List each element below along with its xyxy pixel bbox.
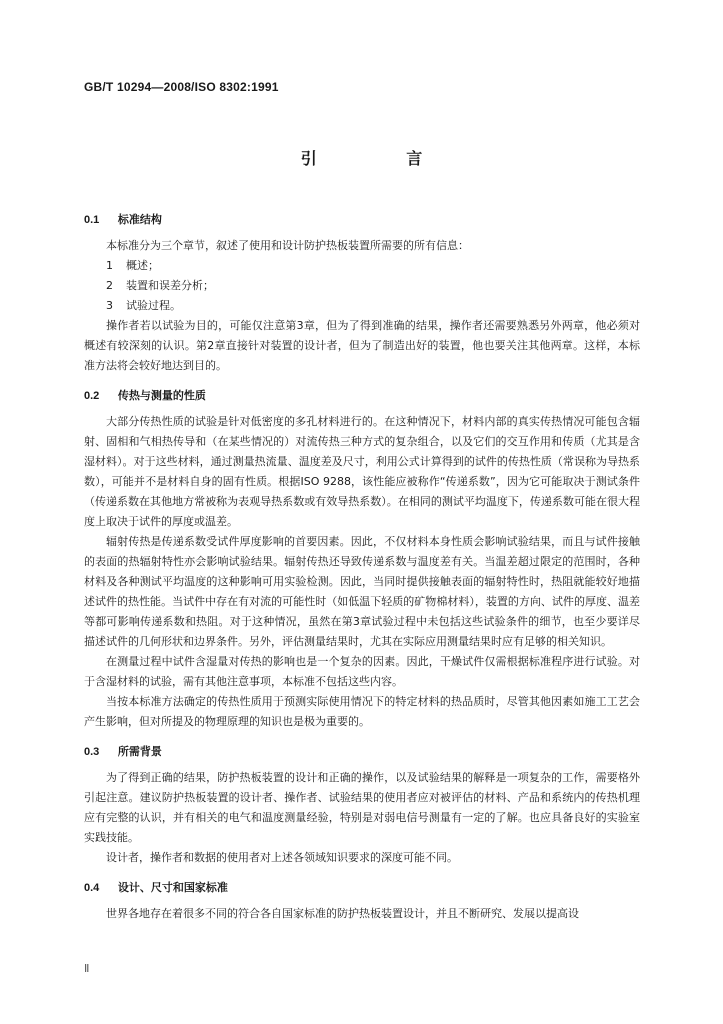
- list-text: 装置和误差分析；: [126, 279, 214, 292]
- list-item: [84, 256, 640, 276]
- list-text: 概述；: [126, 259, 159, 272]
- list-number: 3: [106, 299, 113, 312]
- paragraph: 设计者，操作者和数据的使用者对上述各领域知识要求的深度可能不同。: [106, 851, 458, 864]
- page-number: Ⅱ: [84, 963, 90, 975]
- paragraph: 当按本标准方法确定的传热性质用于预测实际使用情况下的特定材料的热品质时，尽管其他因素如施工工艺会产生影响，但对所提及的物理原理的知识也是极为重要的。: [84, 695, 640, 728]
- section-title: 设计、尺寸和国家标准: [117, 881, 228, 894]
- paragraph: 辐射传热是传递系数受试件厚度影响的首要因素。因此，不仅材料本身性质会影响试验结果，而且与试件接触的表面的热辐射特性亦会影响试验结果。辐射传热还导致传递系数与温度差有关。当温差超过限定的范围时，各种材料及各种测试平均温度的这种影响可用实验检测。因此，当同时提供接触表面的辐射特性时，热阻就能较好地描述试件的热性能。当试件中存在有对流的可能性时（如低温下轻质的矿物棉材料），装置的方向、试件的厚度、温差等都可影响传递系数和热阻。对于这种情况，虽然在第3章试验过程中未包括这些试验条件的细节，也至少要详尽描述试件的几何形状和边界条件。另外，评估测量结果时，尤其在实际应用测量结果时应有足够的相关知识。: [84, 535, 640, 648]
- paragraph: 在测量过程中试件含湿量对传热的影响也是一个复杂的因素。因此，干燥试件仅需根据标准程序进行试验。对于含湿材料的试验，需有其他注意事项，本标准不包括这些内容。: [84, 655, 640, 688]
- standard-code: GB/T 10294—2008/ISO 8302:1991: [84, 80, 279, 94]
- section-number: 0.1: [84, 214, 100, 226]
- paragraph: 为了得到正确的结果，防护热板装置的设计和正确的操作，以及试验结果的解释是一项复杂的工作，需要格外引起注意。建议防护热板装置的设计者、操作者、试验结果的使用者应对被评估的材料、产品和系统内的传热机理应有完整的认识，并有相关的电气和温度测量经验，特别是对弱电信号测量有一定的了解。也应具备良好的实验室实践技能。: [84, 771, 640, 844]
- list-number: 1: [106, 259, 113, 272]
- paragraph: 世界各地存在着很多不同的符合各自国家标准的防护热板装置设计，并且不断研究、发展以提高设: [106, 907, 579, 920]
- paragraph: 大部分传热性质的试验是针对低密度的多孔材料进行的。在这种情况下，材料内部的真实传热情况可能包含辐射、固相和气相热传导和（在某些情况的）对流传热三种方式的复杂组合，以及它们的交互作用和传质（尤其是含湿材料）。对于这些材料，通过测量热流量、温度差及尺寸，利用公式计算得到的试件的传热性质（常误称为导热系数），可能并不是材料自身的固有性质。根据ISO 9288，该性能应被称作“传递系数”，因为它可能取决于测试条件（传递系数在其他地方常被称为表观导热系数或有效导热系数）。在相同的测试平均温度下，传递系数可能在很大程度上取决于试件的厚度或温差。: [84, 415, 640, 528]
- list-text: 试验过程。: [126, 299, 181, 312]
- section-number: 0.3: [84, 746, 100, 758]
- paragraph: 操作者若以试验为目的，可能仅注意第3章，但为了得到准确的结果，操作者还需要熟悉另外两章，他必须对概述有较深刻的认识。第2章直接针对装置的设计者，但为了制造出好的装置，他也要关注其他两章。这样，本标准方法将会较好地达到目的。: [84, 319, 640, 372]
- section-heading: [84, 742, 640, 762]
- section-heading: [84, 386, 640, 406]
- document-body: [84, 210, 640, 924]
- list-number: 2: [106, 279, 113, 292]
- section-title: 传热与测量的性质: [117, 389, 206, 402]
- list-item: [84, 276, 640, 296]
- page-title: 引 言: [300, 149, 465, 168]
- paragraph: 本标准分为三个章节，叙述了使用和设计防护热板装置所需要的所有信息：: [106, 239, 469, 252]
- section-title: 标准结构: [117, 213, 162, 226]
- list-item: [84, 296, 640, 316]
- section-number: 0.4: [84, 882, 100, 894]
- section-number: 0.2: [84, 390, 100, 402]
- section-title: 所需背景: [117, 745, 162, 758]
- section-heading: [84, 878, 640, 898]
- section-heading: [84, 210, 640, 230]
